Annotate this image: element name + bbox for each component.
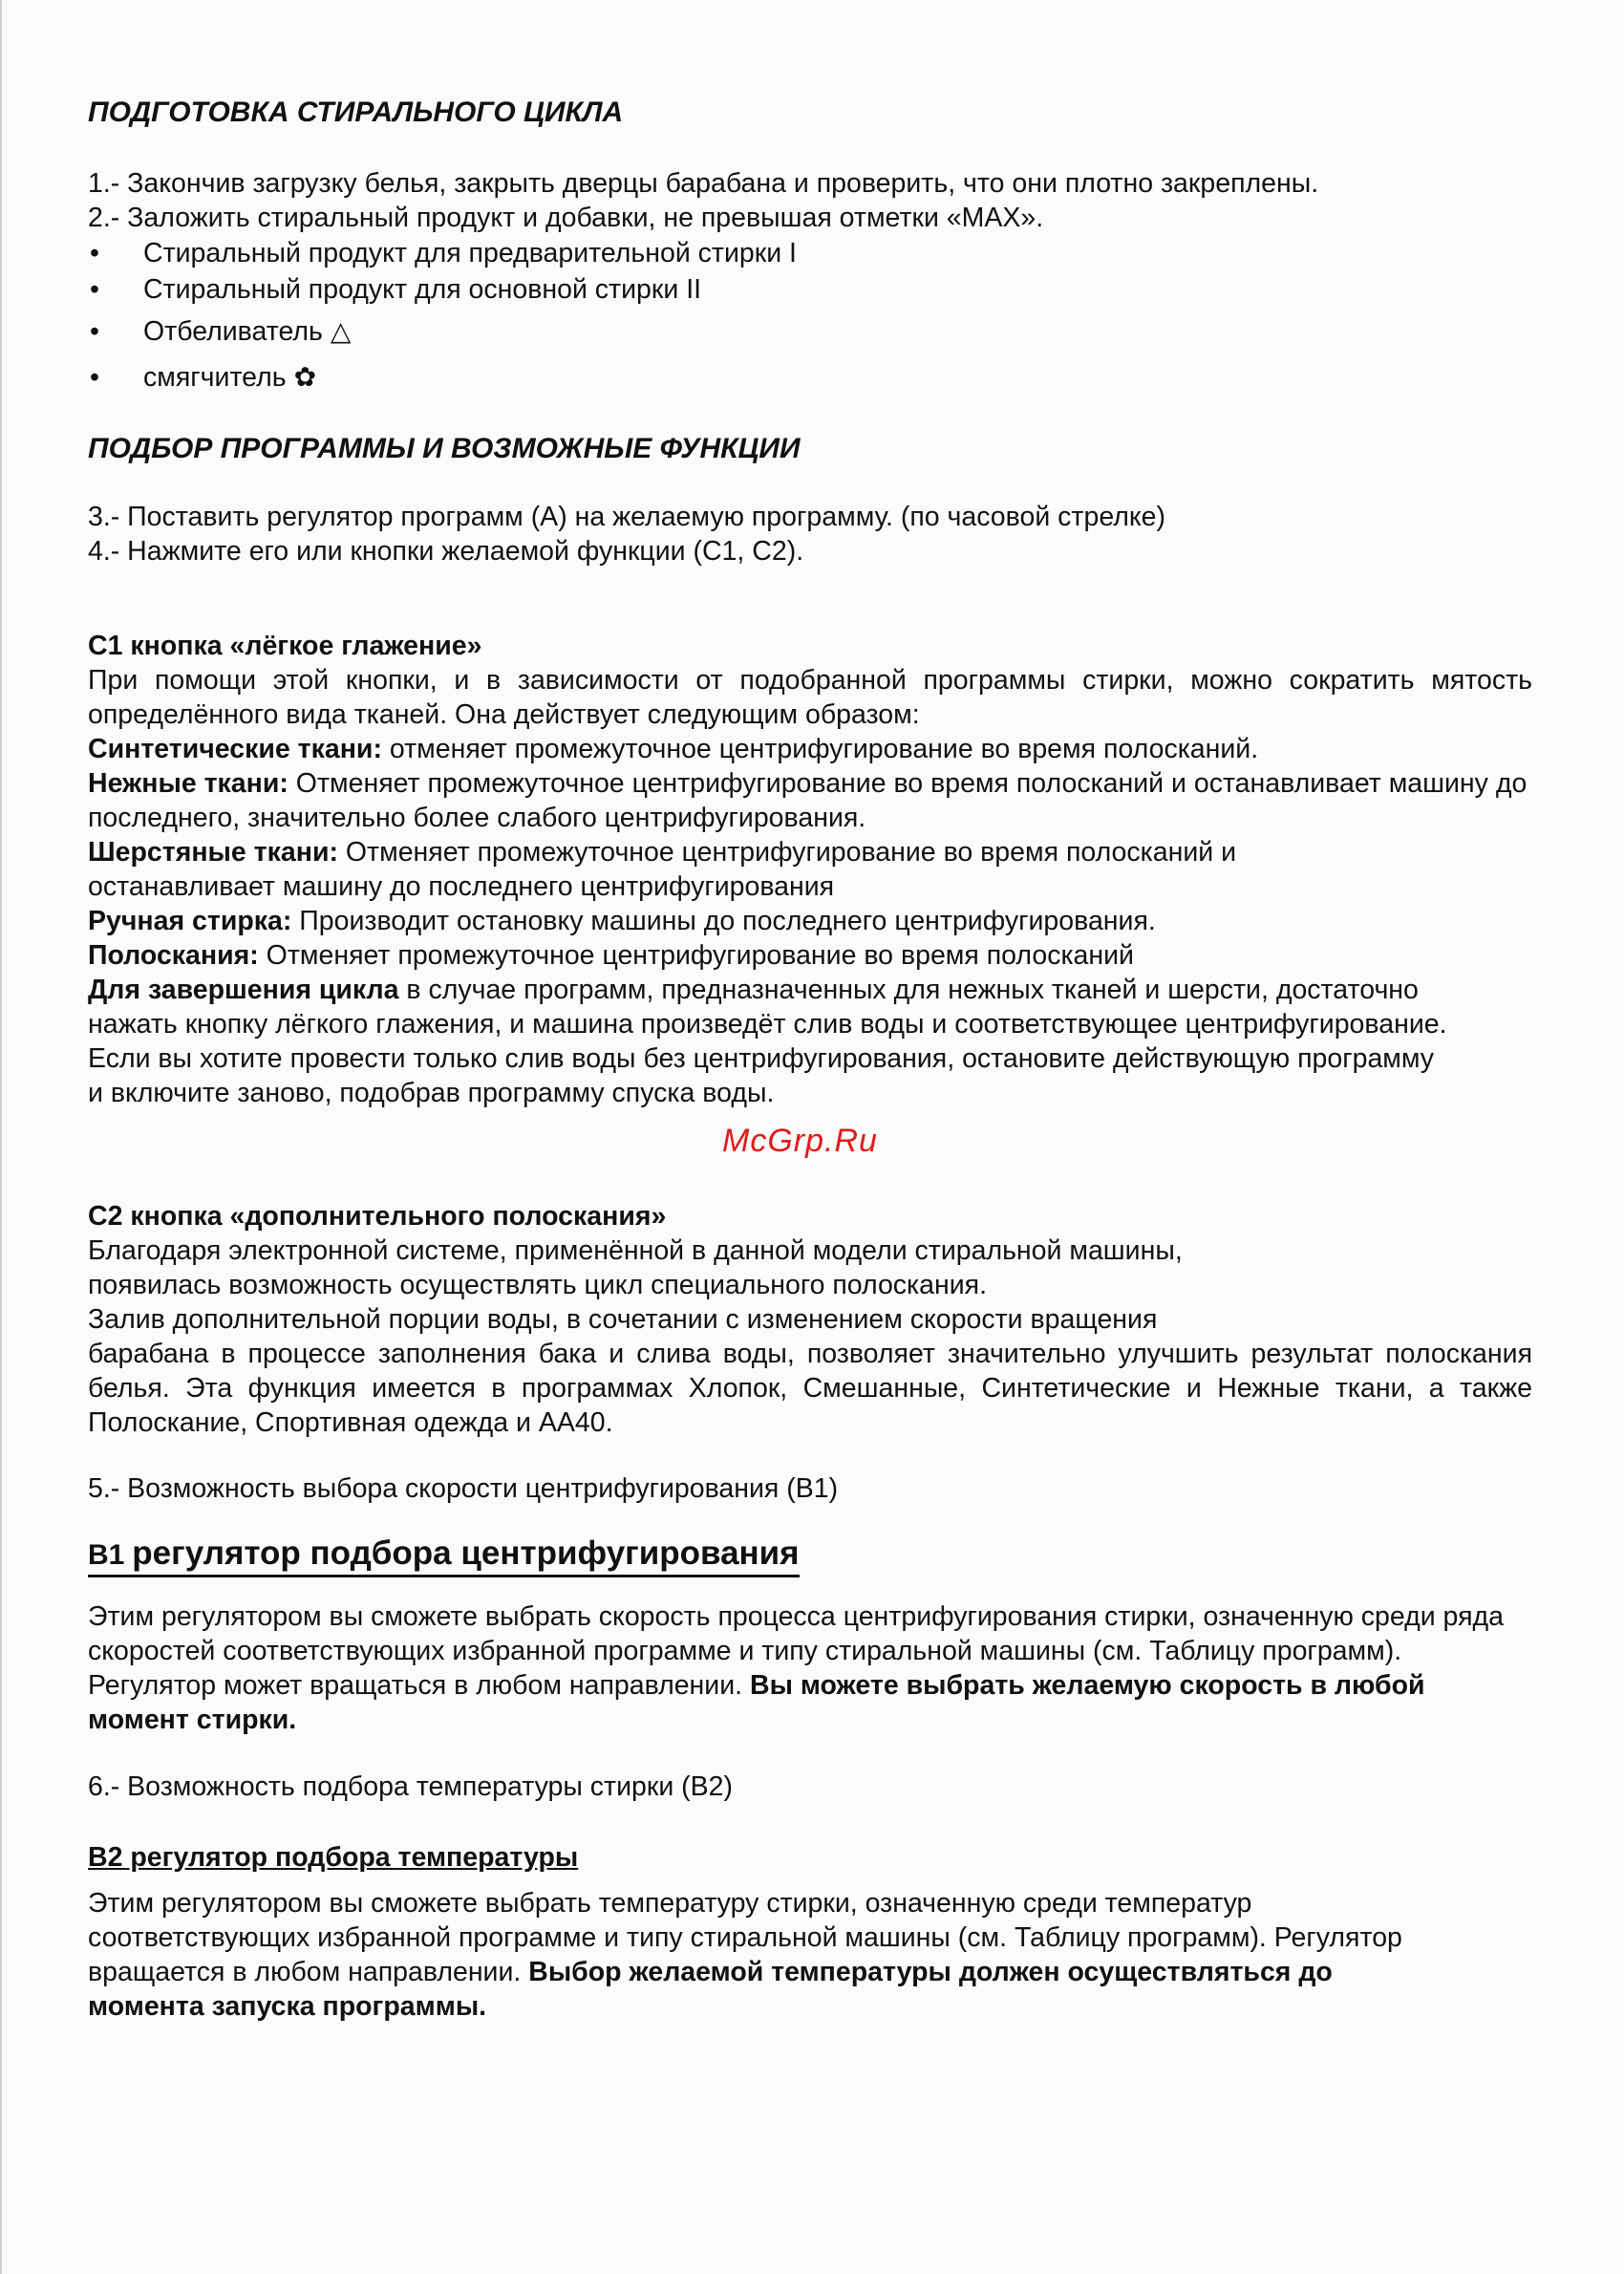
section-c2 [88,1199,1559,1440]
bleach-triangle-icon: △ [330,316,352,346]
step-6: 6.- Возможность подбора температуры стирки (В2) [88,1771,734,1802]
b1-bold: Вы можете выбрать желаемую скорость в любой момент стирки. [88,1670,1425,1735]
label-hand: Ручная стирка: [88,906,292,936]
step-4: 4.- Нажмите его или кнопки желаемой функции (С1, С2). [88,536,804,567]
label-synthetic: Синтетические ткани: [88,734,382,764]
c2-line-2: появилась возможность осуществлять цикл специального полоскания. [88,1270,988,1300]
label-delicate: Нежные ткани: [88,768,288,799]
b1-code: B1 [88,1539,125,1571]
b2-text: Этим регулятором вы сможете выбрать температуру стирки, означенную среди температур соответствующих избранной программе и типу стиральной машины (см. Таблицу программ). Регулятор вращается в любом направлении. [88,1888,1402,1987]
heading-c1: С1 кнопка «лёгкое глажение» [88,631,482,661]
watermark: McGrp.Ru [722,1123,878,1159]
b1-paragraph [88,1599,1521,1737]
c2-paragraph: барабана в процессе заполнения бака и слива воды, позволяет значительно улучшить результат полоскания белья. Эта функция имеется в программах Хлопок, Смешанные, Синтетические и Нежные ткани, а также Полоскание, Спортивная одежда и АА40. [88,1339,1532,1438]
scan-edge [0,0,2,2274]
b2-bold: Выбор желаемой температуры должен осуществляться до момента запуска программы. [88,1957,1333,2022]
step-3: 3.- Поставить регулятор программ (А) на желаемую программу. (по часовой стрелке) [88,502,1165,532]
label-wool: Шерстяные ткани: [88,837,338,868]
text-wool: Отменяет промежуточное центрифугирование во время полосканий и останавливает машину до последнего центрифугирования [88,837,1237,902]
bullet-list [88,236,1559,395]
heading-c2: С2 кнопка «дополнительного полоскания» [88,1201,667,1232]
list-item: • Стиральный продукт для основной стирки II [88,272,1559,314]
label-rinse: Полоскания: [88,940,259,971]
program-steps [88,500,1559,568]
heading-b2-wrap [88,1840,1559,1875]
heading-b2: B2 регулятор подбора температуры [88,1842,579,1873]
label-finish: Для завершения цикла [88,975,399,1005]
c2-line-3: Залив дополнительной порции воды, в сочетании с изменением скорости вращения [88,1304,1158,1335]
c2-line-1: Благодаря электронной системе, применённой в данной модели стиральной машины, [88,1235,1183,1266]
softener-flower-icon: ✿ [293,362,317,392]
section-c1 [88,629,1559,1110]
list-item: • смягчитель ✿ [88,360,1559,395]
b1-title: регулятор подбора центрифугирования [132,1534,800,1572]
list-item: • Стиральный продукт для предварительной стирки I [88,236,1559,272]
heading-program: ПОДБОР ПРОГРАММЫ И ВОЗМОЖНЫЕ ФУНКЦИИ [88,433,801,464]
c1-drain: Если вы хотите провести только слив воды без центрифугирования, остановите действующую программу и включите заново, подобрав программу спуска воды. [88,1043,1435,1108]
text-delicate: Отменяет промежуточное центрифугирование во время полосканий и останавливает машину до последнего, значительно более слабого центрифугирования. [88,768,1528,833]
heading-prep: ПОДГОТОВКА СТИРАЛЬНОГО ЦИКЛА [88,97,624,128]
text-hand: Производит остановку машины до последнего центрифугирования. [291,906,1156,936]
text-finish: в случае программ, предназначенных для нежных тканей и шерсти, достаточно нажать кнопку лёгкого глажения, и машина произведёт слив воды и соответствующее центрифугирование. [88,975,1447,1040]
text-synthetic: отменяет промежуточное центрифугирование во время полосканий. [381,734,1259,764]
heading-b1 [88,1536,1559,1577]
b1-text: Этим регулятором вы сможете выбрать скорость процесса центрифугирования стирки, означенную среди ряда скоростей соответствующих избранной программе и типу стиральной машины (см. Таблицу программ). Регулятор может вращаться в любом направлении. [88,1601,1504,1701]
c1-intro: При помощи этой кнопки, и в зависимости от подобранной программы стирки, можно сократить мятость определённого вида тканей. Она действует следующим образом: [88,665,1532,730]
text-rinse: Отменяет промежуточное центрифугирование во время полосканий [258,940,1134,971]
list-item: • Отбеливатель △ [88,314,1559,360]
step-1: 1.- Закончив загрузку белья, закрыть дверцы барабана и проверить, что они плотно закреплены. [88,168,1319,199]
b2-paragraph [88,1886,1444,2024]
step-5: 5.- Возможность выбора скорости центрифугирования (В1) [88,1473,839,1504]
step-2: 2.- Заложить стиральный продукт и добавки, не превышая отметки «MAX». [88,203,1044,233]
prep-steps [88,166,1559,235]
